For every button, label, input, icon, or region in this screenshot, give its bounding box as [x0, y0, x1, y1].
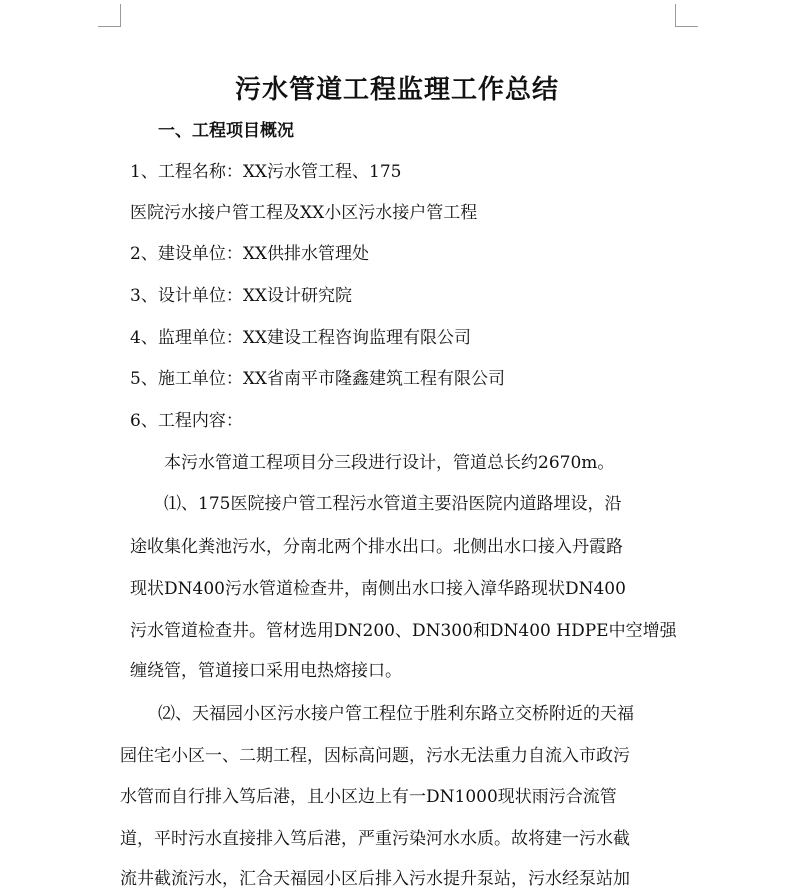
intro-paragraph: 本污水管道工程项目分三段进行设计，管道总长约2670m。	[164, 453, 615, 473]
project-name-continued: 医院污水接户管工程及XX小区污水接户管工程	[130, 203, 478, 223]
paragraph-2-line-3: 水管而自行排入笃后港，且小区边上有一DN1000现状雨污合流管	[120, 787, 617, 807]
crop-mark-top-right	[675, 4, 698, 27]
design-unit: 3、设计单位：XX设计研究院	[130, 286, 353, 306]
construction-unit-label: 5、施工单位：	[130, 369, 243, 389]
paragraph-2-line-2: 园住宅小区一、二期工程，因标高问题，污水无法重力自流入市政污	[120, 746, 630, 766]
project-name: 1、工程名称：XX污水管工程、175	[130, 162, 402, 182]
supervision-unit: 4、监理单位：XX建设工程咨询监理有限公司	[130, 328, 472, 348]
paragraph-2-line-1: ⑵、天福园小区污水接户管工程位于胜利东路立交桥附近的天福	[158, 704, 634, 724]
construction-unit	[130, 368, 505, 390]
crop-mark-top-left	[98, 4, 121, 27]
builder-unit: 2、建设单位：XX供排水管理处	[130, 244, 370, 264]
paragraph-1-line-5: 缠绕管，管道接口采用电热熔接口。	[130, 661, 402, 681]
paragraph-2-line-4: 道，平时污水直接排入笃后港，严重污染河水水质。故将建一污水截	[120, 829, 630, 849]
paragraph-2-line-5: 流井截流污水，汇合天福园小区后排入污水提升泵站，污水经泵站加	[120, 869, 630, 889]
construction-unit-name: XX省南平市隆鑫建筑工程有限公司	[242, 369, 506, 389]
project-content-label: 6、工程内容：	[130, 411, 243, 431]
paragraph-1-line-2: 途收集化粪池污水，分南北两个排水出口。北侧出水口接入丹霞路	[130, 537, 623, 557]
paragraph-1-line-1: ⑴、175医院接户管工程污水管道主要沿医院内道路埋设，沿	[164, 494, 622, 514]
document-title: 污水管道工程监理工作总结	[234, 75, 559, 105]
section-heading: 一、工程项目概况	[158, 121, 294, 141]
paragraph-1-line-4: 污水管道检查井。管材选用DN200、DN300和DN400 HDPE中空增强	[130, 621, 677, 641]
paragraph-1-line-3: 现状DN400污水管道检查井，南侧出水口接入漳华路现状DN400	[130, 579, 626, 599]
